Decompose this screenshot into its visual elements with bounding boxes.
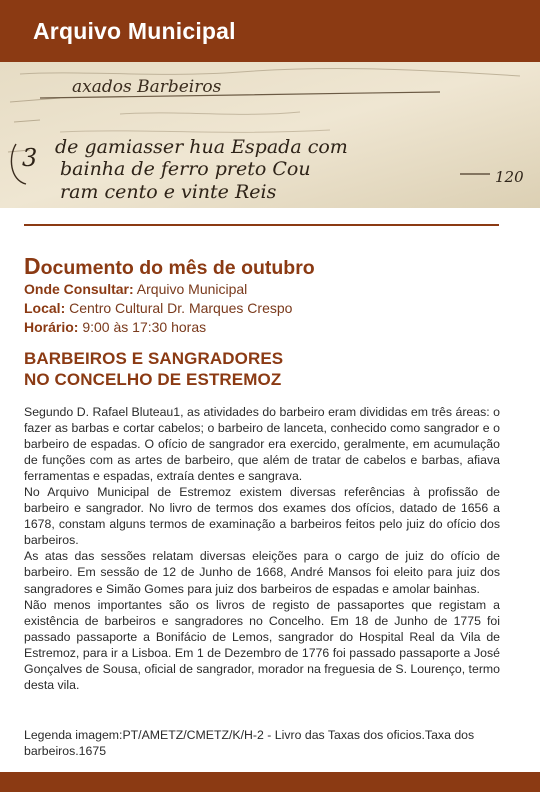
horario-value: 9:00 às 17:30 horas: [82, 319, 207, 335]
paragraph: No Arquivo Municipal de Estremoz existem diversas referências à profissão de barbeiro e sangrador. No livro de termos dos exames dos ofícios, datado de 1656 a 1678, constam alguns termos de examinação a barbeiros feitos pelo juiz do ofício dos barbeiros.: [24, 485, 500, 548]
onde-consultar-value: Arquivo Municipal: [136, 281, 248, 297]
paragraph: Não menos importantes são os livros de registo de passaportes que registam a existência de barbeiros e sangradores no Concelho. Em 18 de Junho de 1775 foi passado passaporte a Bonifácio de Lemos, sangrador do Hospital Real da Vila de Estremoz, para ir a Lisboa. Em 1 de Dezembro de 1776 foi passado passaporte a José Gonçalves de Sousa, oficial de sangrador, morador na freguesia de S. Lourenço, termo desta vila.: [24, 597, 500, 692]
manuscript-amount: 120: [495, 168, 524, 186]
section-title: BARBEIROS E SANGRADORES NO CONCELHO DE ESTREMOZ: [24, 349, 284, 389]
paragraph: As atas das sessões relatam diversas eleições para o cargo de juiz do ofício de barbeiro. Em sessão de 12 de Junho de 1668, André Mansos foi eleito para juiz dos sangradores e Simão Gomes para juiz dos barbeiros de espadas e amolar bainhas.: [24, 549, 500, 596]
document-title: Documento do mês de outubro: [24, 253, 315, 279]
manuscript-image: [0, 62, 540, 208]
footer-bar: [0, 772, 540, 792]
horario-line: [24, 318, 504, 337]
document-info: [24, 254, 504, 337]
manuscript-line: axados Barbeiros: [72, 77, 222, 97]
onde-consultar-line: [24, 280, 504, 299]
local-line: [24, 299, 504, 318]
horario-label: Horário:: [24, 319, 79, 335]
local-value: Centro Cultural Dr. Marques Crespo: [69, 300, 293, 316]
divider: [24, 224, 499, 226]
onde-consultar-label: Onde Consultar:: [24, 281, 134, 297]
local-label: Local:: [24, 300, 66, 316]
article-body: [24, 404, 500, 693]
manuscript-number: 3: [22, 144, 38, 172]
page-title: Arquivo Municipal: [33, 18, 236, 44]
paragraph: Segundo D. Rafael Bluteau1, as atividades do barbeiro eram divididas em três áreas: o fazer as barbas e cortar cabelos; o barbeiro de lanceta, conhecido como sangrador e o barbeiro de espadas. O ofício de sangrador era exercido, geralmente, em acumulação de funções com as artes de barbeiro, que além de tratar de cabelos e barbas, afiava ferramentas e espadas, extraía dentes e sangrava.: [24, 405, 500, 484]
manuscript-line: bainha de ferro preto Cou: [60, 158, 311, 180]
manuscript-line: ram cento e vinte Reis: [60, 181, 277, 203]
header-bar: [0, 0, 540, 62]
manuscript-line: de gamiasser hua Espada com: [55, 136, 348, 158]
image-caption: Legenda imagem:PT/AMETZ/CMETZ/K/H-2 - Livro das Taxas dos oficios.Taxa dos barbeiros.1675: [24, 728, 475, 758]
